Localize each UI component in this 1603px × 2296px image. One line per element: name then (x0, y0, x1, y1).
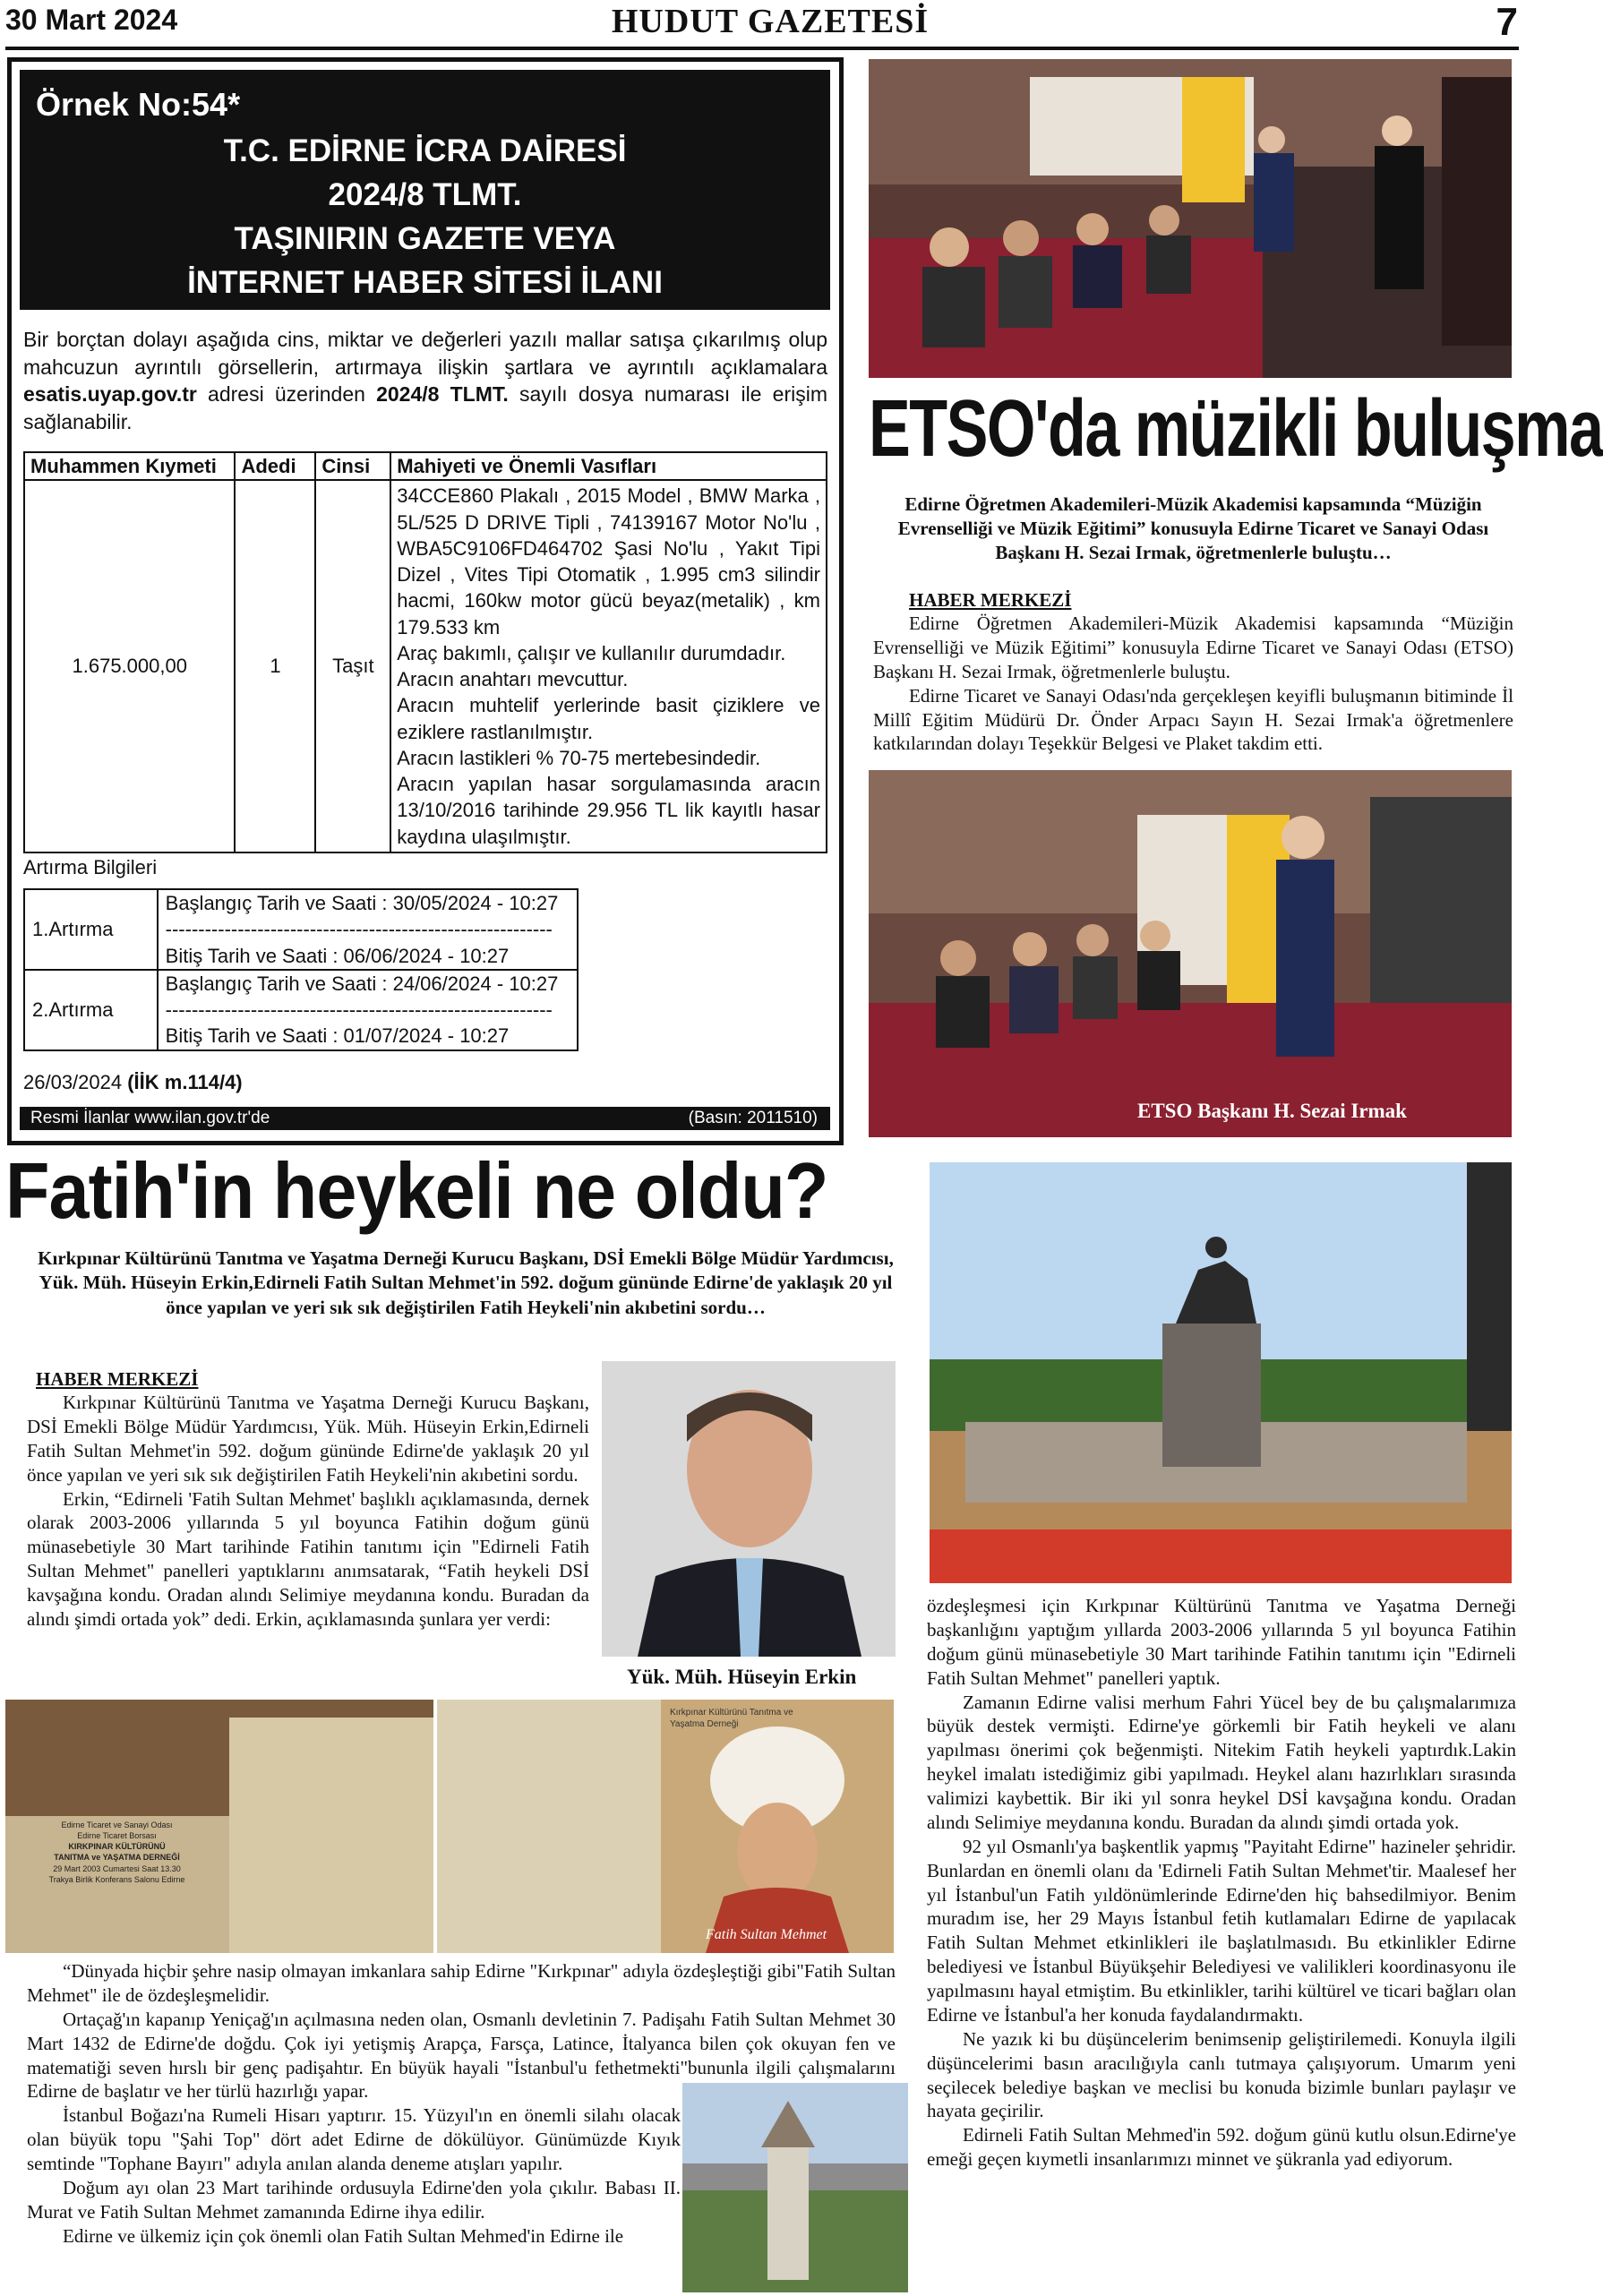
header-cins: Cinsi (315, 452, 390, 480)
header-rule (5, 47, 1519, 50)
etso-photo-caption: ETSO Başkanı H. Sezai Irmak (1137, 1100, 1407, 1122)
goods-table (23, 451, 827, 853)
portrait-figure (602, 1361, 896, 1657)
speaker-scene (869, 770, 1512, 1137)
auction-dates: Başlangıç Tarih ve Saati : 24/06/2024 - 10:27 ----------------------------------------------------------- Bitiş Tarih ve Saati : 01/07/2024 - 10:27 (158, 970, 578, 1050)
erkin-portrait-photo (602, 1361, 896, 1657)
legal-notice-title (20, 129, 830, 304)
page-number: 7 (1496, 0, 1518, 44)
etso-lead: Edirne Öğretmen Akademileri-Müzik Akademisi kapsamında “Müziğin Evrenselliği ve Müzik Eğitimi” konusuyla Edirne Ticaret ve Sanayi Odası Başkanı H. Sezai Irmak, öğretmenlerle buluştu… (897, 493, 1489, 563)
header-adet: Adedi (235, 452, 315, 480)
audience-scene (869, 59, 1512, 378)
statue-scene (930, 1162, 1512, 1583)
auction-info-label: Artırma Bilgileri (23, 856, 158, 878)
legal-notice-intro: Bir borçtan dolayı aşağıda cins, miktar ve değerleri yazılı mallar satışa çıkarılmış olup mahcuzun ayrıntılı görsellerin, artırmaya ilişkin şartlara ve ayrıntılı açıklamalara esatis.uyap.gov.tr adresi üzerinden 2024/8 TLMT. sayılı dosya numarası ile erişim sağlanabilir. (23, 328, 827, 433)
title-line: 2024/8 TLMT. (328, 177, 522, 212)
footer-website[interactable]: Resmi İlanlar www.ilan.gov.tr'de (30, 1109, 270, 1127)
poster-right-text: Kırkpınar Kültürünü Tanıtma ve Yaşatma Derneği (670, 1708, 793, 1729)
header-mahiyet: Mahiyeti ve Önemli Vasıfları (390, 452, 827, 480)
title-line: İNTERNET HABER SİTESİ İLANI (187, 265, 663, 300)
esatis-link[interactable]: esatis.uyap.gov.tr (23, 382, 197, 407)
panel-poster-right (437, 1700, 894, 1953)
fatih-article-body-right: özdeşleşmesi için Kırkpınar Kültürünü Tanıtma ve Yaşatma Derneği başkanlığını yaptığım yıllarda 2003-2006 yıllarında 5 yıl boyunca Fatihin doğum günü münasebetiyle 30 Mart tarihinde Fatihin tanıtımı için "Edirneli Fatih Sultan Mehmet" panelleri yaptık. Zamanın Edirne valisi merhum Fahri Yücel bey de bu çalışmalarımıza büyük destek vermişti. Edirne'ye görkemli bir Fatih heykeli ve alanı yapılması önerimi çok beğenmişti. Nitekim Fatih heykeli yaptırdık.Lakin heykel imalatı istediğimiz gibi yapılmadı. Heykel alanı hazırlıkları sırasında valimizi kaybettik. Bir iki yıl sonra heykel DSİ kavşağına kondu. Oradan alındı Selimiye meydanına kondu. Buradan da alındı şimdi ortada yok. 92 yıl Osmanlı'ya başkentlik yapmış "Payitaht Edirne" hazineler şehridir. Bunlardan en önemli olanı da 'Edirneli Fatih Sultan Mehmet'tir. Maalesef her yıl İstanbul'un Fatih yıldönümlerinde Edirne'den hiç bahsedilmiyor. Benim muradım ise, her 29 Mayıs İstanbul fetih kutlamaları Edirne de yapılacak Fatih Sultan Mehmet etkinlikleri ile başlatılmasıdı. Bu etkinlikler Edirne belediyesi ve İstanbul Büyükşehir Belediyesi ve valilikleri koordinasyonu ile yapılmasını hayal etmiştim. Bu etkinlikler, tarihi kültürel ve ticari bağları olan Edirne ve İstanbul'a her konuda faydalandırmaktı. Ne yazık ki bu düşüncelerim benimsenip geliştirilemedi. Konuyla ilgili düşüncelerimi basın aracılığıyla canlı tutmaya çalışıyorum. Umarım yeni seçilecek belediye başkan ve meclisi bu konuda bizimle bunları paylaşır ve hayata geçirilir. Edirneli Fatih Sultan Mehmed'in 592. doğum günü kutlu olsun.Edirne'ye emeği geçen kıymetli insanlarımızı minnet ve şükranla yad ediyorum. (927, 1595, 1516, 2171)
sultan-portrait-art (437, 1700, 894, 1953)
issue-date: 30 Mart 2024 (5, 4, 178, 36)
header-kiymet: Muhammen Kıymeti (24, 452, 235, 480)
cell-mahiyet: 34CCE860 Plakalı , 2015 Model , BMW Marka , 5L/525 D DRIVE Tipli , 74139167 Motor No'lu , WBA5C9106FD464702 Şasi No'lu , Yakıt Tipi Dizel , Vites Tipi Otomatik , 1.995 cm3 silindir hacmi, 160kw motor gücü beyaz(metalik) , km 179.533 km Araç bakımlı, çalışır ve kullanılır durumdadır. Aracın anahtarı mevcuttur. Aracın muhtelif yerlerinde basit çiziklere ve eziklere rastlanılmıştır. Aracın lastikleri % 70-75 mertebesindedir. Aracın yapılan hasar sorgulamasında aracın 13/10/2016 tarihinde 29.956 TL lik kayıtlı hasar kaydına ulaşılmıştır. (390, 480, 827, 852)
auction-table (23, 888, 579, 1051)
auction-dates: Başlangıç Tarih ve Saati : 30/05/2024 - 10:27 ----------------------------------------------------------- Bitiş Tarih ve Saati : 06/06/2024 - 10:27 (158, 889, 578, 970)
poster-right-signature: Fatih Sultan Mehmet (706, 1927, 827, 1942)
etso-headline: ETSO'da müzikli buluşma (869, 384, 1603, 474)
title-line: TAŞINIRIN GAZETE VEYA (234, 221, 616, 256)
cell-cins: Taşıt (315, 480, 390, 852)
cell-adet: 1 (235, 480, 315, 852)
etso-byline: HABER MERKEZİ (909, 589, 1072, 611)
etso-speaker-photo (869, 770, 1512, 1137)
fatih-lead: Kırkpınar Kültürünü Tanıtma ve Yaşatma Derneği Kurucu Başkanı, DSİ Emekli Bölge Müdür Yardımcısı, Yük. Müh. Hüseyin Erkin,Edirneli Fatih Sultan Mehmet'in 592. doğum gününde Edirne'de yaklaşık 20 yıl önce yapılan ve yeri sık sık değiştirilen Fatih Heykeli'nin akıbetini sordu… (38, 1247, 894, 1318)
fatih-headline: Fatih'in heykeli ne oldu? (5, 1146, 828, 1235)
auction-name: 2.Artırma (24, 970, 158, 1050)
fatih-statue-photo (930, 1162, 1512, 1583)
poster-left-text: Edirne Ticaret ve Sanayi Odası Edirne Ticaret Borsası KIRKPINAR KÜLTÜRÜNÜ TANITMA ve YAŞATMA DERNEĞİ 29 Mart 2003 Cumartesi Saat 13.30 Trakya Birlik Konferans Salonu Edirne (48, 1821, 185, 1884)
etso-meeting-photo (869, 59, 1512, 378)
fatih-article-body-left: HABER MERKEZİ Kırkpınar Kültürünü Tanıtma ve Yaşatma Derneği Kurucu Başkanı, DSİ Emekli Bölge Müdür Yardımcısı, Yük. Müh. Hüseyin Erkin,Edirneli Fatih Sultan Mehmet'in 592. doğum gününde Edirne'de yaklaşık 20 yıl önce yapılan ve yeri sık sık değiştirilen Fatih Heykeli'nin akıbetini sordu. Erkin, “Edirneli 'Fatih Sultan Mehmet' başlıklı açıklamasında, dernek olarak 2003-2006 yıllarında 5 yıl boyunca Fatihin doğum günü münasebetiyle 30 Mart tarihinde Fatihin tanıtımı için "Edirneli Fatih Sultan Mehmet" panelleri yaptıklarını anımsatarak, “Fatih heykeli DSİ kavşağına kondu. Oradan alındı Selimiye meydanına kondu. Buradan da alındı şimdi ortada yok” dedi. Erkin, açıklamasında şunlara yer verdi: (27, 1368, 589, 1630)
fatih-byline: HABER MERKEZİ (36, 1368, 199, 1390)
panel-poster-left (5, 1700, 433, 1953)
fatih-article-body-bottom: “Dünyada hiçbir şehre nasip olmayan imkanlara sahip Edirne "Kırkpınar" adıyla özdeşleştiği gibi"Fatih Sultan Mehmet" ile de özdeşleşmelidir. Ortaçağ'ın kapanıp Yeniçağ'ın açılmasına neden olan, Osmanlı devletinin 7. Padişahı Fatih Sultan Mehmet 30 Mart 1432 de Edirne'de doğdu. Çok iyi yetişmiş Arapça, Farsça, Latince, İtalyanca bilen çok okuyan fen ve matematiği seven hırslı bir genç padişahtır. En büyük hayali "İstanbul'u fethetmekti"bununla ilgili çalışmalarını Edirne de başlatır ve her türlü hazırlığı yapar. İstanbul Boğazı'na Rumeli Hisarı yaptırır. 15. Yüzyıl'ın en önemli silahı olacak olan büyük topu "Şahi Top" dört adet Edirne de dökülüyor. Günümüzde Kıyık semtinde "Tophane Bayırı" adıyla anılan alanda deneme atışları yapılır. Doğum ayı olan 23 Mart tarihinde ordusuyla Edirne'den yola çıkılır. Babası II. Murat ve Fatih Sultan Mehmet zamanında Edirne ihya edilir. Edirne ve ülkemiz için çok önemli olan Fatih Sultan Mehmed'in Edirne ile (27, 1960, 896, 2247)
etso-article-body: HABER MERKEZİ Edirne Öğretmen Akademileri-Müzik Akademisi kapsamında “Müziğin Evrenselliği ve Müzik Eğitimi” konusuyla Edirne Ticaret ve Sanayi Odası (ETSO) Başkanı H. Sezai Irmak, öğretmenlerle buluştu. Edirne Ticaret ve Sanayi Odası'nda gerçekleşen keyifli buluşmanın bitiminde İl Millî Eğitim Müdürü Dr. Önder Arpacı Sayın H. Sezai Irmak'a öğretmenlere katkılarından dolayı Teşekkür Belgesi ve Plaket takdim etti. (873, 589, 1513, 755)
auction-name: 1.Artırma (24, 889, 158, 970)
title-line: T.C. EDİRNE İCRA DAİRESİ (223, 133, 627, 168)
footer-press-code: (Basın: 2011510) (688, 1109, 818, 1127)
notice-date: 26/03/2024 (İİK m.114/4) (23, 1071, 243, 1093)
newspaper-name: HUDUT GAZETESİ (611, 3, 930, 40)
cell-kiymet: 1.675.000,00 (24, 480, 235, 852)
sample-number: Örnek No:54* (36, 86, 241, 123)
notice-footer (20, 1107, 830, 1130)
erkin-caption: Yük. Müh. Hüseyin Erkin (627, 1666, 857, 1688)
